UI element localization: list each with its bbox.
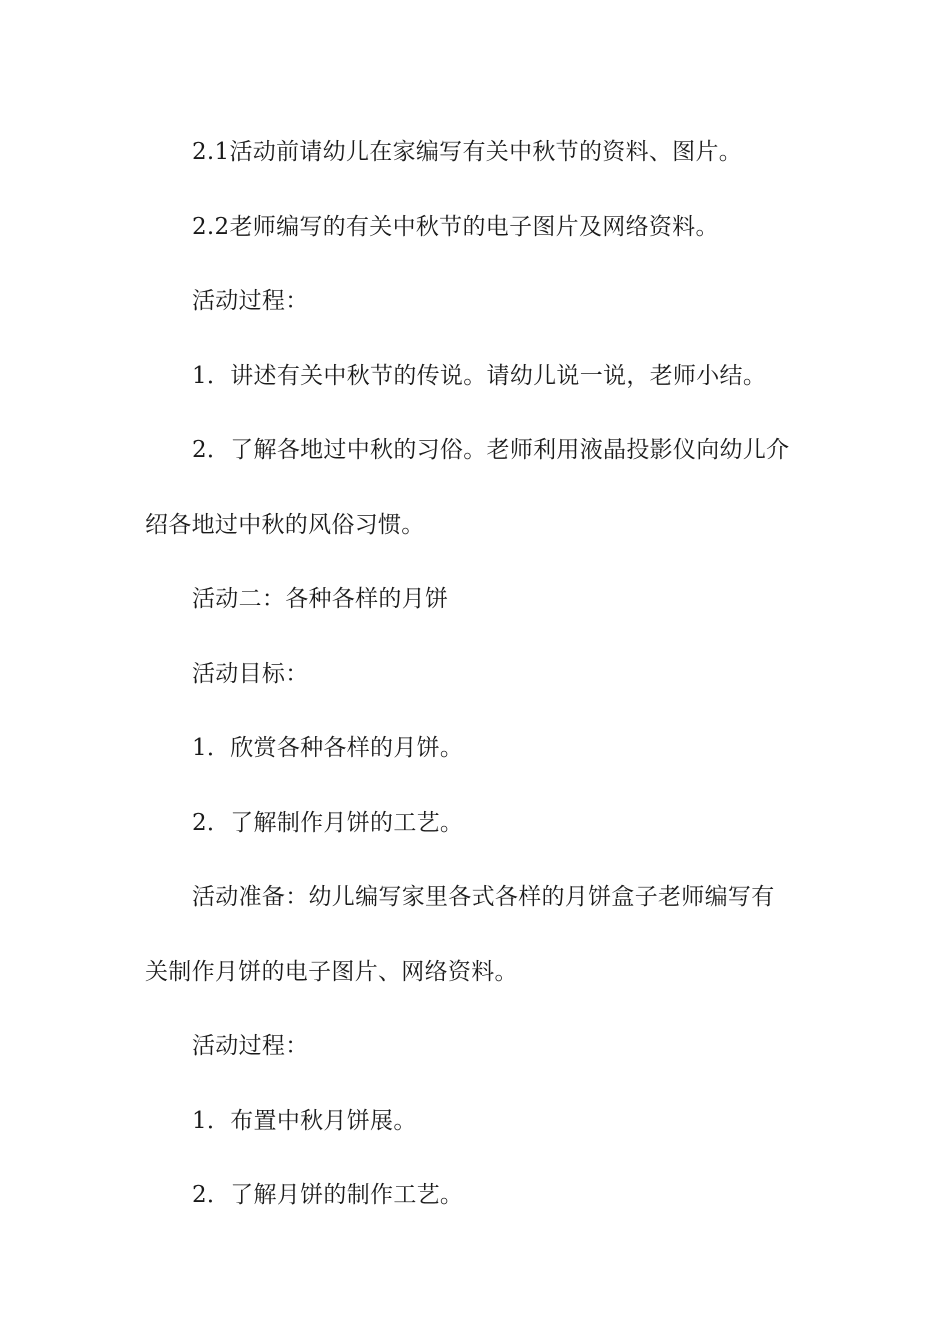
section-heading: 活动过程：	[192, 288, 309, 314]
paragraph-line: 2.1活动前请幼儿在家编写有关中秋节的资料、图片。	[192, 139, 743, 165]
list-item: 2．了解制作月饼的工艺。	[192, 809, 464, 836]
list-item: 2．了解各地过中秋的习俗。老师利用液晶投影仪向幼儿介	[192, 437, 790, 463]
list-item: 1．欣赏各种各样的月饼。	[192, 735, 464, 761]
paragraph-line: 活动准备：幼儿编写家里各式各样的月饼盒子老师编写有	[192, 884, 775, 910]
document-body	[145, 128, 810, 1246]
paragraph-line: 2.2老师编写的有关中秋节的电子图片及网络资料。	[192, 213, 719, 240]
section-heading: 活动二：各种各样的月饼	[192, 586, 449, 612]
paragraph-continuation: 关制作月饼的电子图片、网络资料。	[145, 958, 518, 985]
section-heading: 活动目标：	[192, 660, 309, 687]
list-item: 1．布置中秋月饼展。	[192, 1107, 417, 1134]
list-item-continuation: 绍各地过中秋的风俗习惯。	[145, 511, 425, 538]
list-item: 2．了解月饼的制作工艺。	[192, 1182, 464, 1208]
section-heading: 活动过程：	[192, 1033, 309, 1059]
list-item: 1．讲述有关中秋节的传说。请幼儿说一说，老师小结。	[192, 362, 767, 389]
